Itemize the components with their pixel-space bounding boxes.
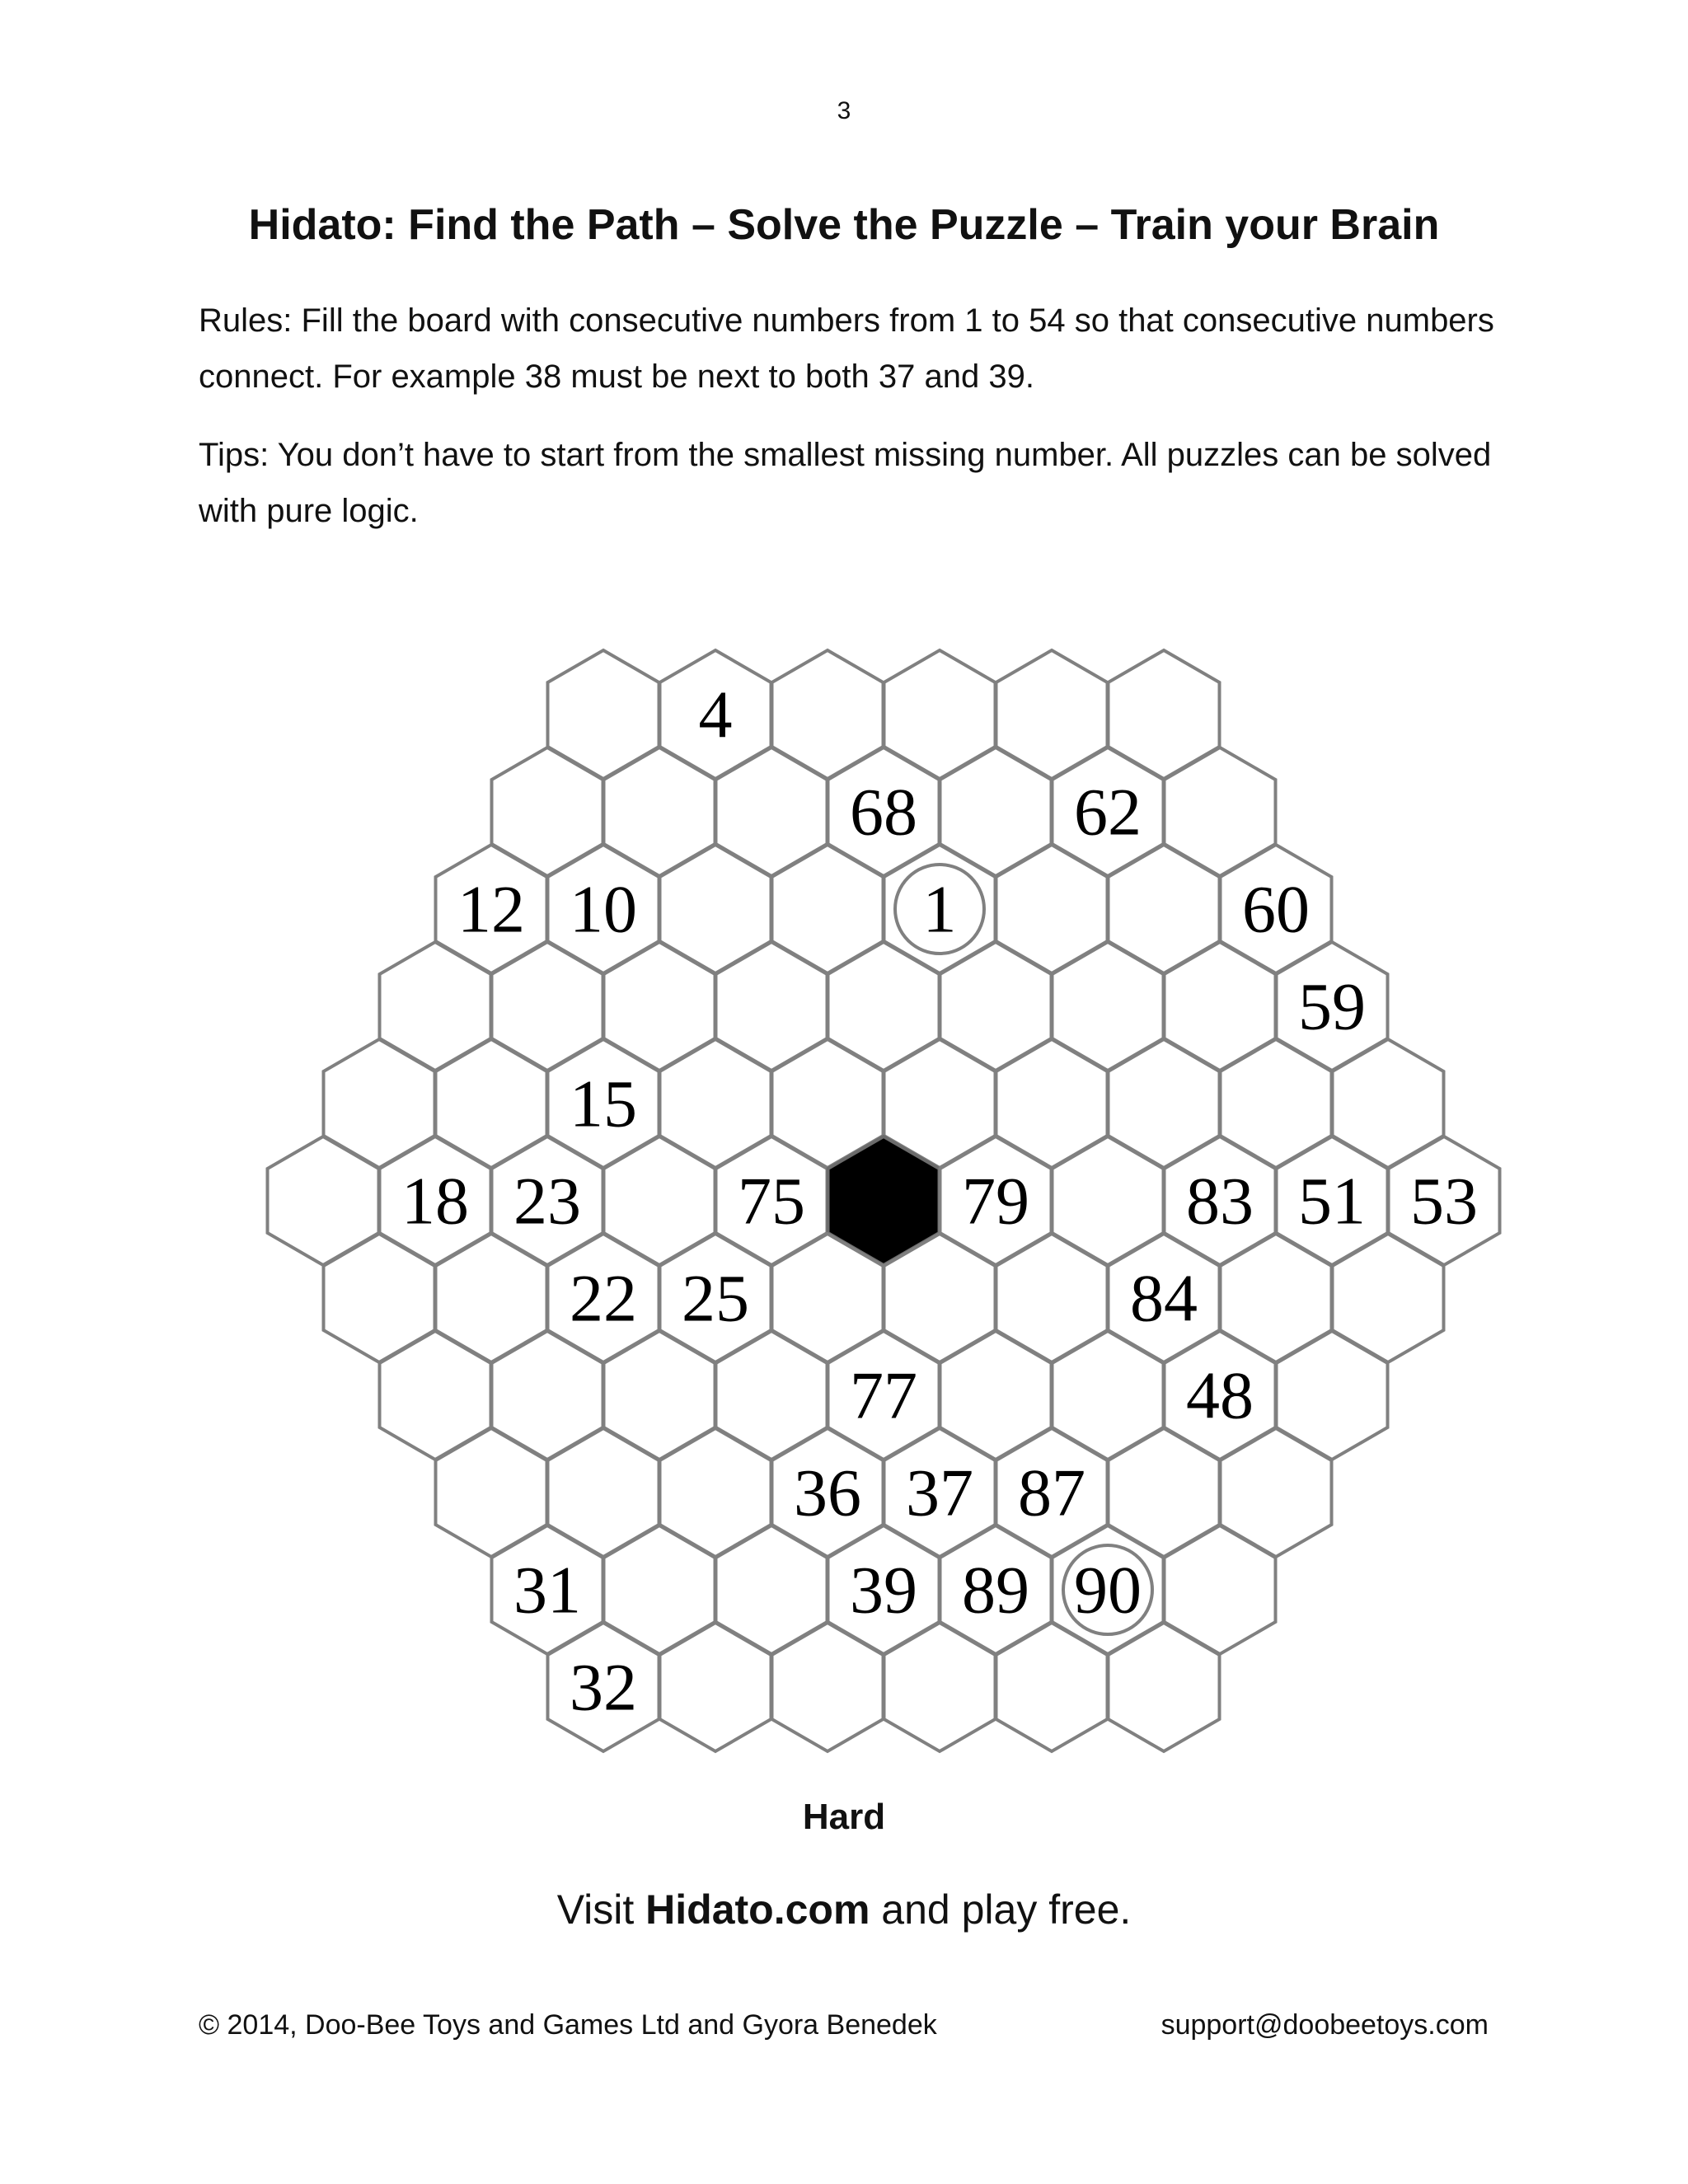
clue-number: 22: [570, 1260, 637, 1336]
page-number: 3: [837, 97, 851, 124]
hidato-site-link[interactable]: Hidato.com: [645, 1886, 870, 1933]
clue-number: 62: [1074, 774, 1142, 850]
clue-number: 10: [570, 871, 637, 947]
copyright-text: © 2014, Doo-Bee Toys and Games Ltd and Gyora Benedek: [199, 2009, 937, 2041]
clue-number: 77: [850, 1357, 917, 1433]
support-email[interactable]: support@doobeetoys.com: [1160, 2009, 1489, 2041]
clue-number: 18: [401, 1163, 469, 1239]
clue-number: 12: [457, 871, 525, 947]
clue-number: 84: [1130, 1260, 1198, 1336]
difficulty-label: Hard: [802, 1797, 886, 1837]
clue-number: 37: [906, 1455, 973, 1530]
clue-number: 32: [570, 1649, 637, 1725]
clue-number: 59: [1298, 968, 1366, 1044]
clue-number: 36: [794, 1455, 861, 1530]
clue-number: 4: [698, 677, 733, 752]
clue-number: 39: [850, 1552, 917, 1628]
clue-number: 89: [962, 1552, 1029, 1628]
clue-number: 90: [1074, 1552, 1142, 1628]
clue-number: 25: [682, 1260, 749, 1336]
tips-text: Tips: You don’t have to start from the smallest missing number. All puzzles can be solved with pure logic.: [199, 437, 1492, 529]
clue-number: 31: [513, 1552, 581, 1628]
clue-number: 53: [1410, 1163, 1478, 1239]
clue-number: 79: [962, 1163, 1029, 1239]
clue-number: 23: [513, 1163, 581, 1239]
clue-number: 60: [1242, 871, 1310, 947]
promo-suffix: and play free.: [870, 1886, 1132, 1933]
page-title: Hidato: Find the Path – Solve the Puzzle – Train your Brain: [248, 201, 1440, 249]
clue-number: 75: [738, 1163, 805, 1239]
clue-number: 68: [850, 774, 917, 850]
promo-line: [0, 1886, 1688, 1933]
promo-prefix: Visit: [556, 1886, 646, 1933]
clue-number: 1: [922, 871, 957, 947]
clue-number: 51: [1298, 1163, 1366, 1239]
clue-number: 15: [570, 1066, 637, 1141]
rules-text: Rules: Fill the board with consecutive numbers from 1 to 54 so that consecutive numbers connect. For example 38 must be next to both 37 and 39.: [199, 302, 1494, 395]
clue-number: 83: [1186, 1163, 1254, 1239]
clue-number: 87: [1018, 1455, 1085, 1530]
clue-number: 48: [1186, 1357, 1254, 1433]
